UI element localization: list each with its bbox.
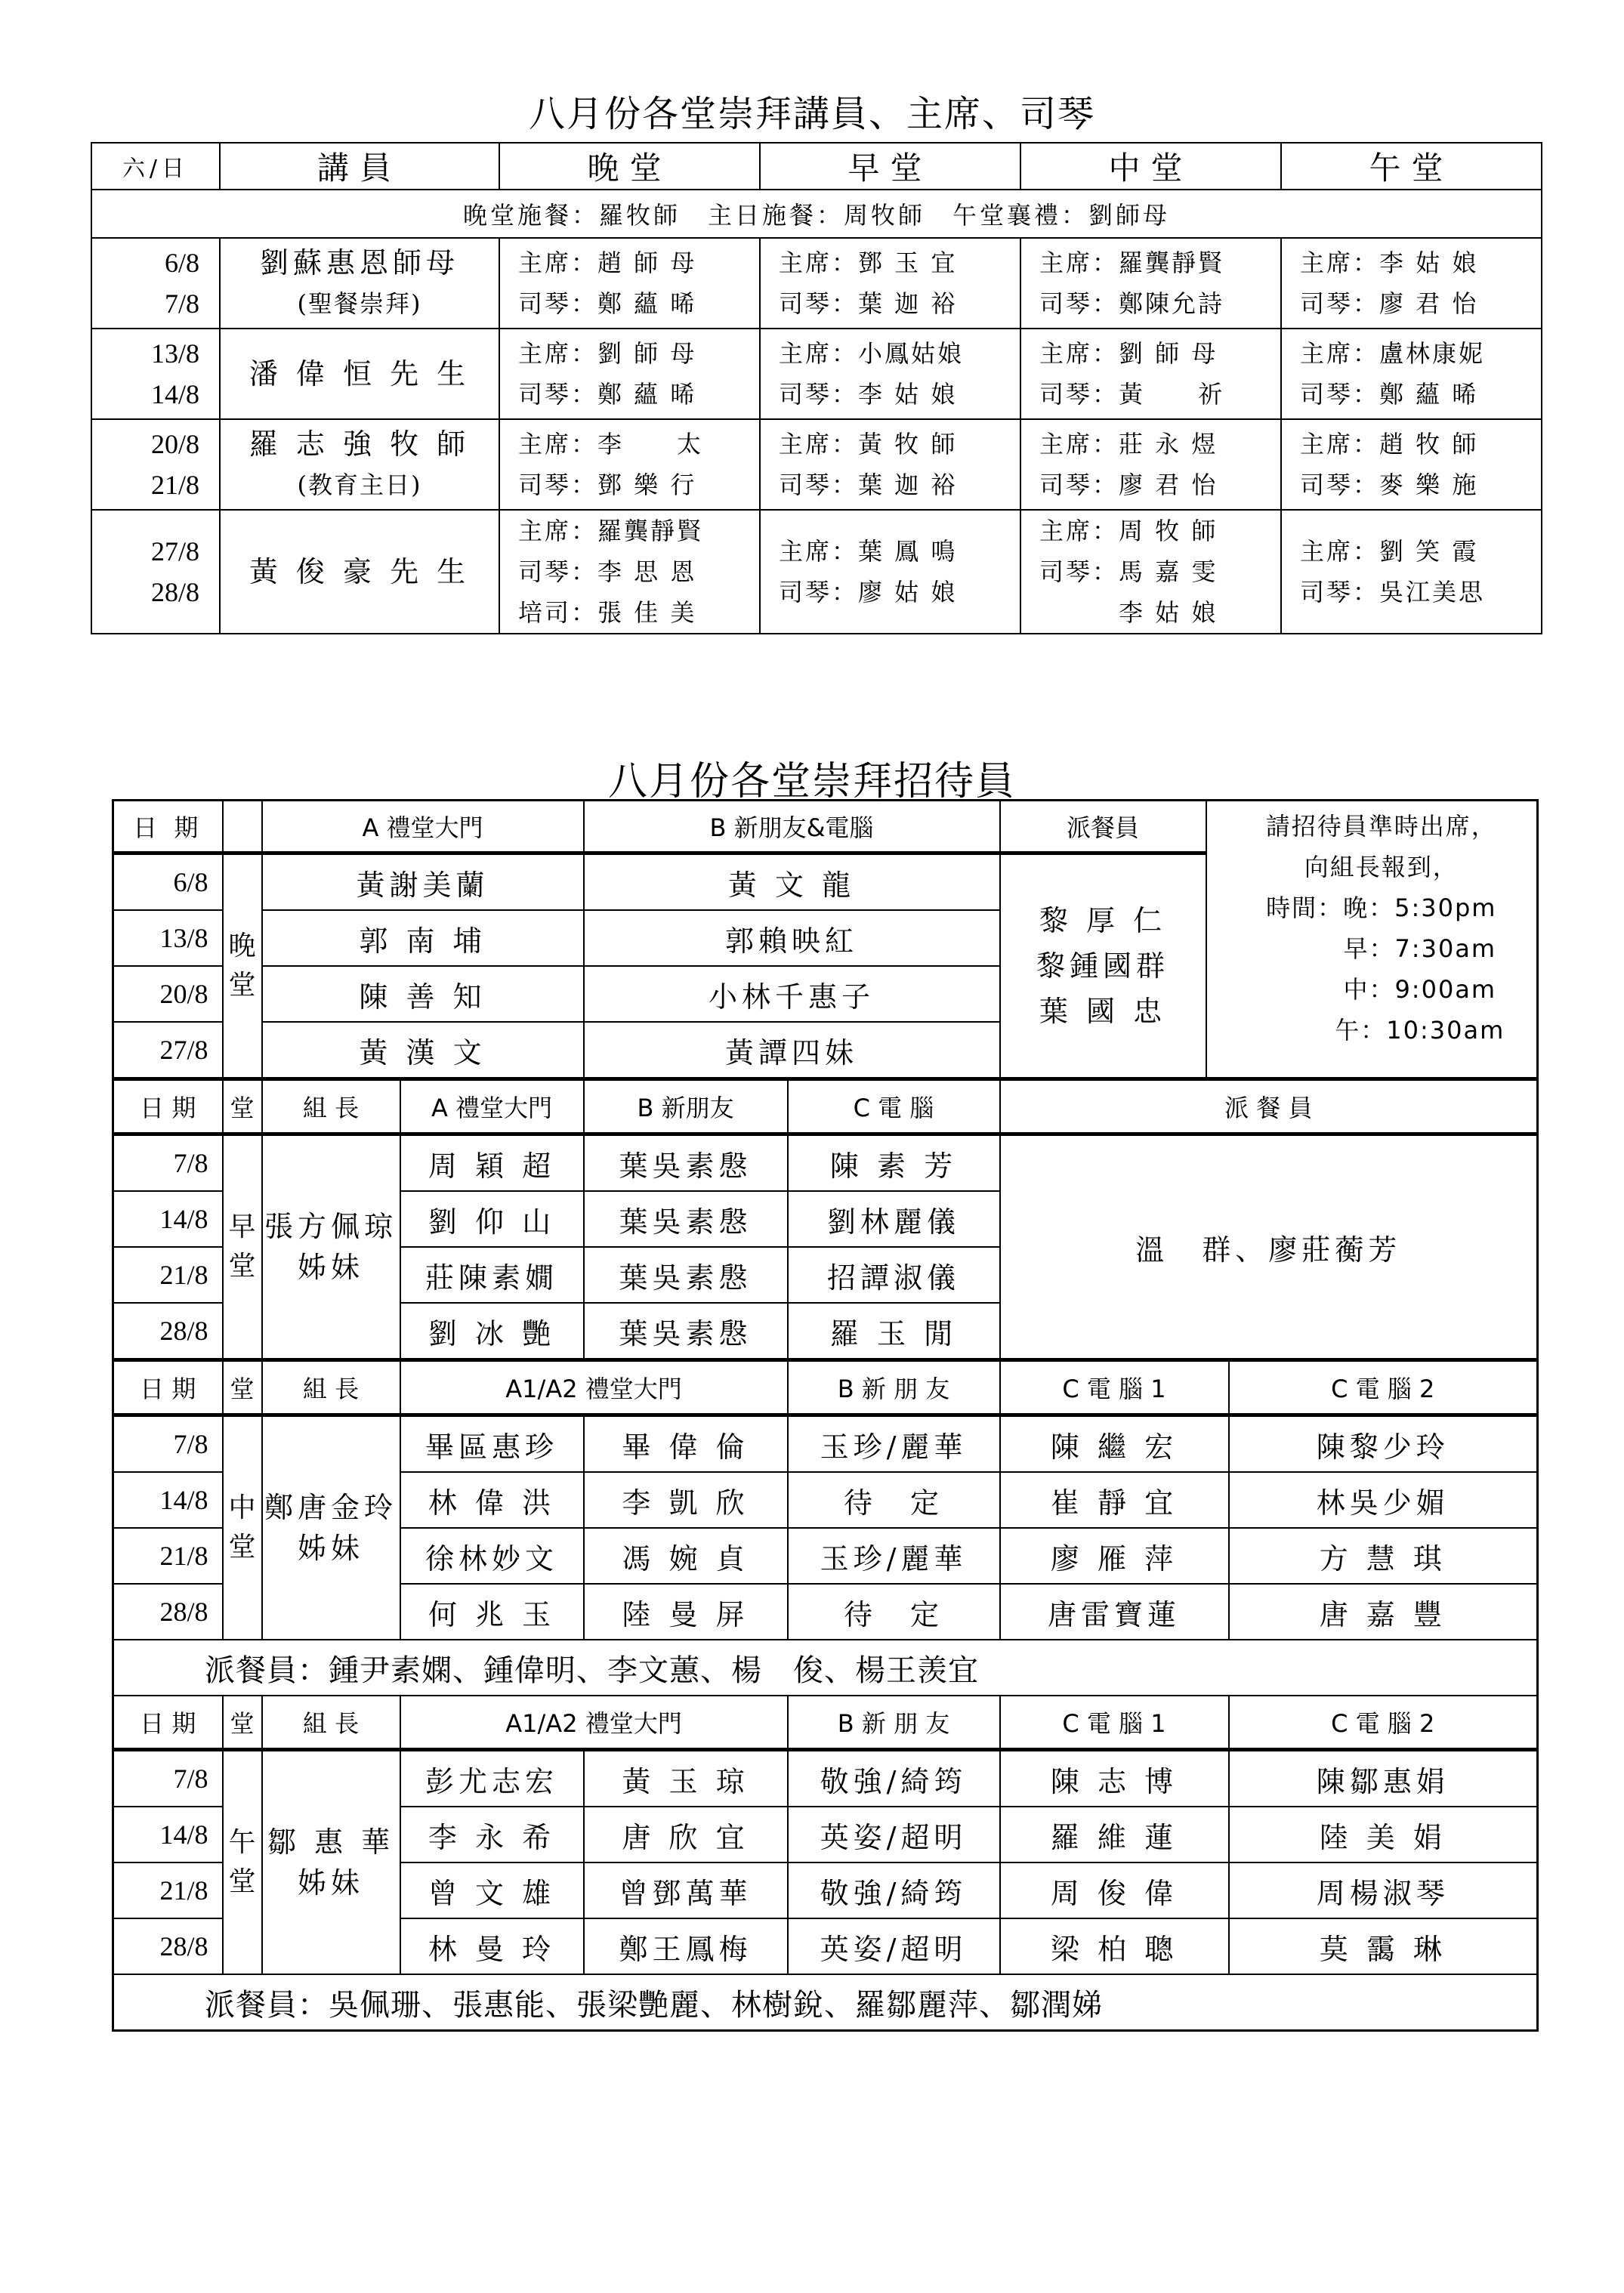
date-cell: 6/8 7/8 [91,238,220,329]
header-door: A 禮堂大門 [262,801,584,853]
header-newfriend-computer: B 新朋友&電腦 [584,801,1000,853]
table-row: 13/8 郭 南 埔 郭賴映紅 [113,910,1538,966]
table-row [91,510,1542,634]
ushers-table [112,799,1539,2032]
hall-label: 午 堂 [223,1750,262,1975]
meal-servers: 派餐員：鍾尹素嫻、鍾偉明、李文蕙、楊 俊、楊王羡宜 [113,1640,1538,1696]
afternoon-cell: 主席：劉 笑 霞 司琴：吳江美思 [1281,510,1542,634]
preachers-header-row [91,143,1542,190]
group-leader: 鄭唐金玲 姊妹 [262,1415,400,1640]
preachers-note: 晚堂施餐：羅牧師 主日施餐：周牧師 午堂襄禮：劉師母 [91,190,1542,238]
speaker-cell: 黃 俊 豪 先 生 [220,510,499,634]
afternoon-meal-row [113,1974,1538,2031]
group-leader: 張方佩琼 姊妹 [262,1134,400,1360]
preachers-table-title: 八月份各堂崇拜講員、主席、司琴 [528,93,1095,135]
speaker-cell: 劉蘇惠恩師母 (聖餐崇拜) [220,238,499,329]
preachers-table [91,142,1542,634]
preachers-note-row [91,190,1542,238]
table-row: 27/8 黃 漢 文 黃譚四妹 [113,1022,1538,1079]
afternoon-cell: 主席：趙 牧 師 司琴：麥 樂 施 [1281,419,1542,510]
meal-servers: 溫 群、廖莊蘅芳 [1000,1134,1538,1360]
afternoon-header-row: 日 期 堂 組 長 A1/A2 禮堂大門 B 新 朋 友 C 電 腦 1 C 電 腦 2 [113,1696,1538,1750]
table-row: 21/8 莊陳素嫺 葉吳素慇 招譚淑儀 [113,1247,1538,1303]
header-midday: 中堂 [1020,143,1281,190]
afternoon-cell: 主席：盧林康妮 司琴：鄭 蘊 晞 [1281,329,1542,419]
table-row: 14/8 劉 仰 山 葉吳素慇 劉林麗儀 [113,1191,1538,1247]
evening-cell: 主席：李 太 司琴：鄧 樂 行 [499,419,760,510]
hall-label: 晚 堂 [223,853,262,1079]
table-row: 14/8 林 偉 洪 李 凱 欣 待 定 崔 靜 宜 林吳少媚 [113,1472,1538,1528]
date-cell: 13/8 14/8 [91,329,220,419]
evening-header-row [113,801,1538,853]
hall-label: 早 堂 [223,1134,262,1360]
table-row [91,329,1542,419]
morning-cell: 主席：小鳳姑娘 司琴：李 姑 娘 [760,329,1020,419]
meal-servers: 派餐員：吳佩珊、張惠能、張梁艷麗、林樹銳、羅鄒麗萍、鄒潤娣 [113,1974,1538,2031]
midday-cell: 主席：劉 師 母 司琴：黃 祈 [1020,329,1281,419]
table-row: 21/8 曾 文 雄 曾鄧萬華 敬強/綺筠 周 俊 偉 周楊淑琴 [113,1862,1538,1918]
header-date: 日 期 [113,801,223,853]
speaker-cell: 羅 志 強 牧 師 (教育主日) [220,419,499,510]
table-row: 7/8 早 堂 張方佩琼 姊妹 周 穎 超 葉吳素慇 陳 素 芳 溫 群、廖莊蘅芳 [113,1134,1538,1192]
morning-header-row: 日 期 堂 組 長 A 禮堂大門 B 新朋友 C 電 腦 派 餐 員 [113,1079,1538,1134]
header-date: 六/日 [91,143,220,190]
midday-meal-row [113,1640,1538,1696]
evening-cell: 主席：趙 師 母 司琴：鄭 蘊 晞 [499,238,760,329]
meal-servers: 黎 厚 仁 黎鍾國群 葉 國 忠 [1000,853,1206,1079]
midday-cell: 主席：莊 永 煜 司琴：廖 君 怡 [1020,419,1281,510]
header-speaker: 講員 [220,143,499,190]
header-blank [223,801,262,853]
group-leader: 鄒 惠 華 姊妹 [262,1750,400,1975]
hall-label: 中 堂 [223,1415,262,1640]
table-row: 28/8 何 兆 玉 陸 曼 屏 待 定 唐雷寶蓮 唐 嘉 豐 [113,1584,1538,1640]
evening-cell: 主席：羅龔靜賢 司琴：李 思 恩 培司：張 佳 美 [499,510,760,634]
table-row: 7/8 中 堂 鄭唐金玲 姊妹 畢區惠珍 畢 偉 倫 玉珍/麗華 陳 繼 宏 陳黎少玲 [113,1415,1538,1473]
table-row: 6/8 晚 堂 黃謝美蘭 黃 文 龍 黎 厚 仁 黎鍾國群 葉 國 忠 [113,853,1538,911]
ushers-table-title: 八月份各堂崇拜招待員 [607,759,1016,804]
table-row: 20/8 陳 善 知 小林千惠子 [113,966,1538,1022]
morning-cell: 主席：葉 鳳 鳴 司琴：廖 姑 娘 [760,510,1020,634]
table-row: 28/8 林 曼 玲 鄭王鳳梅 英姿/超明 梁 柏 聰 莫 靄 琳 [113,1918,1538,1974]
table-row: 14/8 李 永 希 唐 欣 宜 英姿/超明 羅 維 蓮 陸 美 娟 [113,1807,1538,1862]
usher-instructions: 請招待員準時出席， 向組長報到， 時間：晚：5:30pm 早：7:30am 中：9:00am 午：10:30am [1206,801,1538,1079]
header-evening: 晚堂 [499,143,760,190]
table-row: 28/8 劉 冰 艷 葉吳素慇 羅 玉 閒 [113,1303,1538,1360]
midday-cell: 主席：周 牧 師 司琴：馬 嘉 雯 李 姑 娘 [1020,510,1281,634]
afternoon-cell: 主席：李 姑 娘 司琴：廖 君 怡 [1281,238,1542,329]
morning-cell: 主席：鄧 玉 宜 司琴：葉 迦 裕 [760,238,1020,329]
table-row [91,238,1542,329]
evening-cell: 主席：劉 師 母 司琴：鄭 蘊 晞 [499,329,760,419]
table-row: 7/8 午 堂 鄒 惠 華 姊妹 彭尤志宏 黃 玉 琼 敬強/綺筠 陳 志 博 陳鄒惠娟 [113,1750,1538,1807]
date-cell: 27/8 28/8 [91,510,220,634]
midday-cell: 主席：羅龔靜賢 司琴：鄭陳允詩 [1020,238,1281,329]
table-row [91,419,1542,510]
header-morning: 早堂 [760,143,1020,190]
morning-cell: 主席：黃 牧 師 司琴：葉 迦 裕 [760,419,1020,510]
midday-header-row: 日 期 堂 組 長 A1/A2 禮堂大門 B 新 朋 友 C 電 腦 1 C 電 腦 2 [113,1360,1538,1415]
header-afternoon: 午堂 [1281,143,1542,190]
header-meal: 派餐員 [1000,801,1206,853]
date-cell: 20/8 21/8 [91,419,220,510]
table-row: 21/8 徐林妙文 馮 婉 貞 玉珍/麗華 廖 雁 萍 方 慧 琪 [113,1528,1538,1584]
speaker-cell: 潘 偉 恒 先 生 [220,329,499,419]
